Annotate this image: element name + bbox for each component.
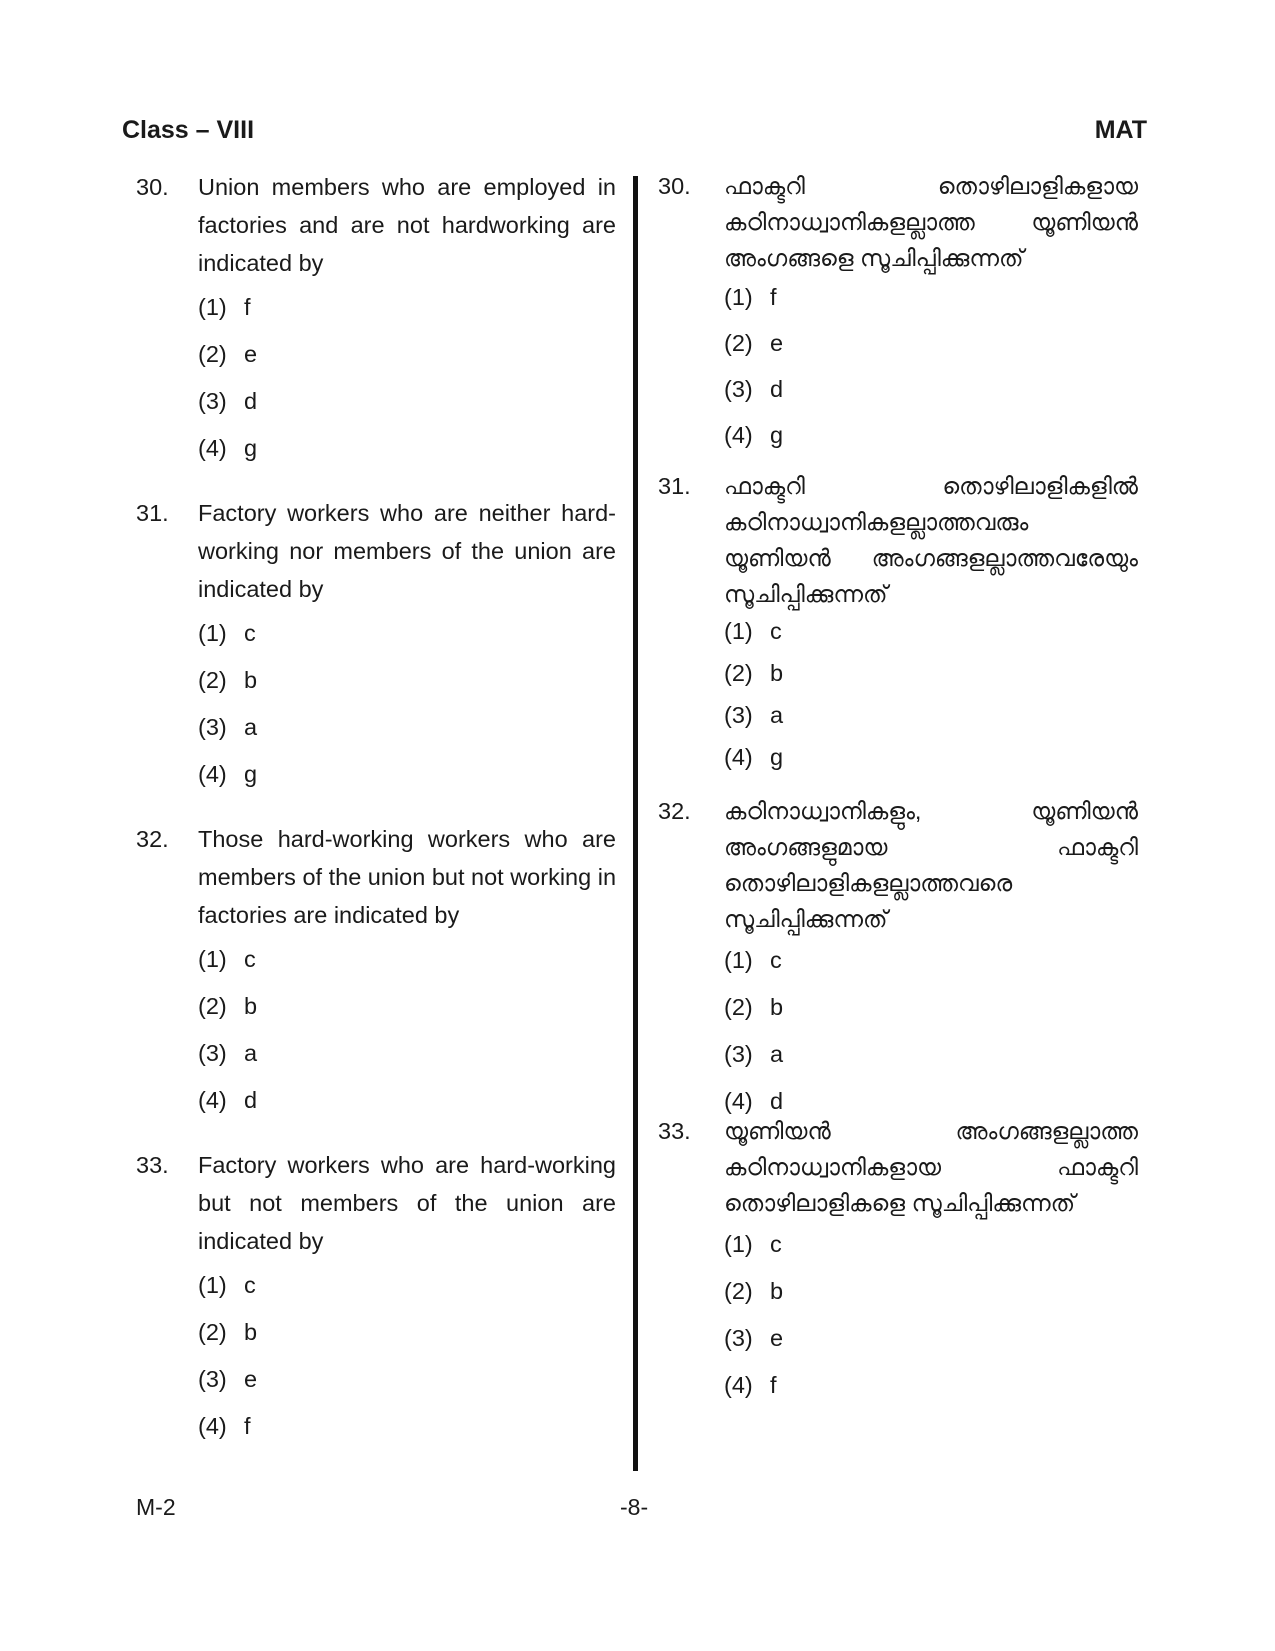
option-number: (4) — [198, 435, 227, 461]
footer-code: M-2 — [136, 1494, 176, 1520]
question-number: 32. — [658, 798, 691, 824]
option-number: (1) — [724, 947, 753, 973]
question-block — [658, 468, 1138, 793]
option-number: (4) — [724, 1372, 753, 1398]
option-number: (3) — [724, 702, 753, 728]
option-number: (2) — [724, 994, 753, 1020]
question-block — [658, 168, 1138, 468]
question-text: ഫാക്ടറി തൊഴിലാളികളായ കഠിനാധ്വാനികളല്ലാത്ത യൂണിയൻ അംഗങ്ങളെ സൂചിപ്പിക്കുന്നത് — [724, 173, 1138, 271]
question-number: 32. — [136, 826, 169, 852]
option-value: c — [770, 618, 782, 644]
option-number: (3) — [198, 1040, 227, 1066]
option-value: b — [244, 667, 258, 693]
option-number: (2) — [724, 660, 753, 686]
option-number: (4) — [198, 761, 227, 787]
option-number: (3) — [724, 1325, 753, 1351]
option-number: (2) — [198, 341, 227, 367]
option-number: (3) — [198, 388, 227, 414]
question-number: 33. — [658, 1118, 691, 1144]
option-value: f — [770, 284, 777, 310]
option-value: g — [770, 422, 784, 448]
question-text: Union members who are employed in factories and are not hardworking are indicated by — [198, 174, 616, 276]
option-number: (1) — [198, 294, 227, 320]
option-value: b — [770, 994, 784, 1020]
option-number: (1) — [198, 946, 227, 972]
question-text: ഫാക്ടറി തൊഴിലാളികളിൽ കഠിനാധ്വാനികളല്ലാത്തവരും യൂണിയൻ അംഗങ്ങളല്ലാത്തവരേയും സൂചിപ്പിക്കുന്നത് — [724, 473, 1138, 607]
option-value: b — [244, 1319, 258, 1345]
option-number: (3) — [724, 376, 753, 402]
option-value: c — [244, 620, 256, 646]
option-value: d — [770, 1088, 784, 1114]
option-number: (3) — [198, 714, 227, 740]
header-class: Class – VIII — [122, 116, 255, 144]
option-value: e — [244, 1366, 258, 1392]
question-block — [658, 793, 1138, 1113]
question-block — [136, 820, 616, 1134]
option-value: e — [244, 341, 258, 367]
option-number: (1) — [198, 1272, 227, 1298]
option-number: (1) — [724, 618, 753, 644]
option-value: g — [770, 744, 784, 770]
question-block — [136, 1146, 616, 1460]
option-value: d — [770, 376, 784, 402]
option-value: d — [244, 1087, 258, 1113]
question-text: Factory workers who are hard-working but not members of the union are indicated by — [198, 1152, 616, 1254]
option-number: (1) — [724, 1231, 753, 1257]
question-number: 33. — [136, 1152, 169, 1178]
option-value: a — [770, 1041, 784, 1067]
question-number: 31. — [136, 500, 169, 526]
option-value: g — [244, 761, 258, 787]
question-number: 31. — [658, 473, 691, 499]
question-text: യൂണിയൻ അംഗങ്ങളല്ലാത്ത കഠിനാധ്വാനികളായ ഫാക്ടറി തൊഴിലാളികളെ സൂചിപ്പിക്കുന്നത് — [724, 1118, 1138, 1216]
option-number: (2) — [724, 330, 753, 356]
question-text: കഠിനാധ്വാനികളും, യൂണിയൻ അംഗങ്ങളുമായ ഫാക്ടറി തൊഴിലാളികളല്ലാത്തവരെ സൂചിപ്പിക്കുന്നത് — [724, 798, 1138, 932]
option-value: e — [770, 330, 784, 356]
header-subject: MAT — [1094, 116, 1147, 144]
option-value: c — [770, 947, 782, 973]
page-number: -8- — [620, 1494, 649, 1520]
option-number: (4) — [724, 1088, 753, 1114]
question-text: Factory workers who are neither hard-working nor members of the union are indicated by — [198, 500, 616, 602]
question-number: 30. — [136, 174, 169, 200]
column-divider — [633, 176, 638, 1471]
question-block — [658, 1113, 1138, 1419]
option-value: b — [244, 993, 258, 1019]
option-number: (4) — [724, 744, 753, 770]
question-block — [136, 494, 616, 808]
option-number: (2) — [198, 1319, 227, 1345]
question-block — [136, 168, 616, 482]
option-value: e — [770, 1325, 784, 1351]
option-value: f — [244, 1413, 251, 1439]
option-number: (3) — [724, 1041, 753, 1067]
malayalam-column — [658, 168, 1138, 1419]
option-number: (4) — [724, 422, 753, 448]
option-value: b — [770, 1278, 784, 1304]
option-value: g — [244, 435, 258, 461]
option-value: c — [770, 1231, 782, 1257]
option-value: f — [770, 1372, 777, 1398]
question-text: Those hard-working workers who are members of the union but not working in factories are indicated by — [198, 826, 617, 928]
option-number: (4) — [198, 1413, 227, 1439]
option-value: c — [244, 1272, 256, 1298]
option-value: a — [770, 702, 784, 728]
option-number: (1) — [198, 620, 227, 646]
option-value: d — [244, 388, 258, 414]
option-number: (2) — [198, 667, 227, 693]
question-number: 30. — [658, 173, 691, 199]
option-value: f — [244, 294, 251, 320]
option-value: c — [244, 946, 256, 972]
option-value: a — [244, 1040, 258, 1066]
option-value: a — [244, 714, 258, 740]
option-number: (4) — [198, 1087, 227, 1113]
option-number: (1) — [724, 284, 753, 310]
option-value: b — [770, 660, 784, 686]
option-number: (3) — [198, 1366, 227, 1392]
option-number: (2) — [198, 993, 227, 1019]
option-number: (2) — [724, 1278, 753, 1304]
english-column — [136, 168, 616, 1460]
